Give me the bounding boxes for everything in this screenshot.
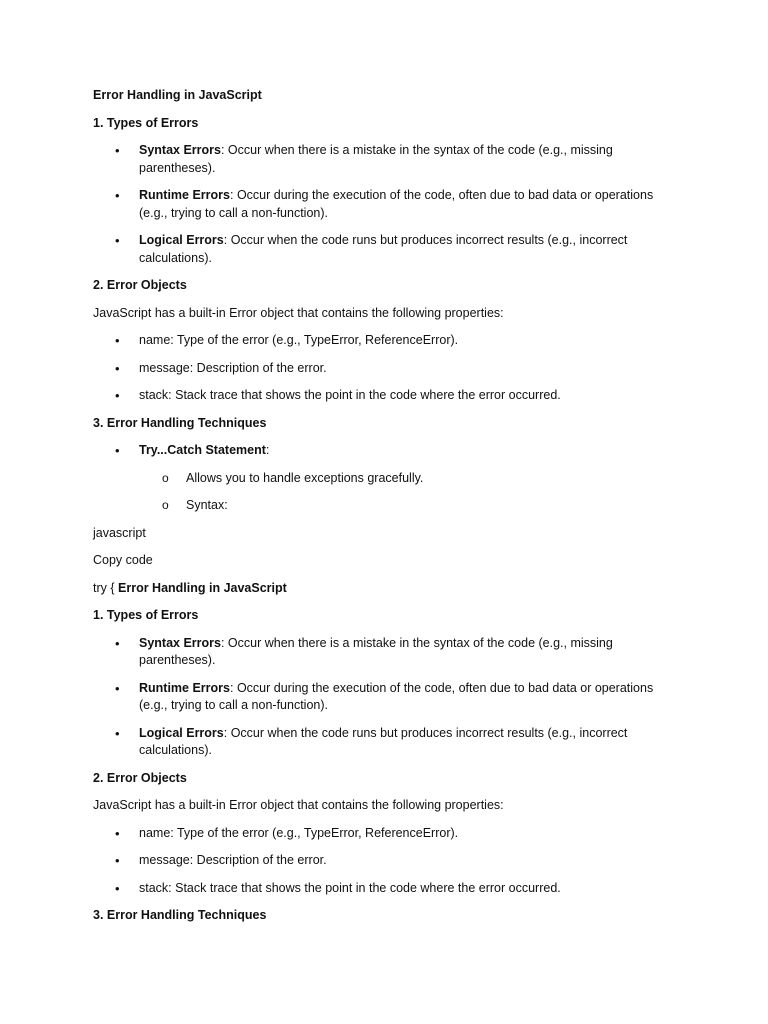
item-desc: : Occur when there is a mistake in the syntax of the code (e.g., missing parentheses). <box>139 143 613 175</box>
section-heading-techniques: 3. Error Handling Techniques <box>93 415 267 430</box>
section-heading-techniques-repeat: 3. Error Handling Techniques <box>93 908 267 922</box>
error-properties-list-repeat <box>93 825 672 898</box>
repeated-title: Error Handling in JavaScript <box>118 580 287 595</box>
section-intro-repeat: JavaScript has a built-in Error object that contains the following properties: <box>93 798 504 812</box>
item-desc: : Occur when the code runs but produces incorrect results (e.g., incorrect calculations). <box>139 725 628 757</box>
list-item <box>93 187 672 222</box>
techniques-sub-list <box>93 470 672 515</box>
item-term: Runtime Errors <box>139 680 230 695</box>
item-desc: : Occur during the execution of the code, often due to bad data or operations (e.g., trying to call a non-function). <box>139 680 654 712</box>
document-title: Error Handling in JavaScript <box>93 88 262 102</box>
list-item: • name: Type of the error (e.g., TypeError, ReferenceError). <box>93 825 672 843</box>
code-language-label: javascript <box>93 525 146 540</box>
error-types-list-repeat <box>93 635 672 760</box>
section-heading-types-repeat: 1. Types of Errors <box>93 608 199 622</box>
item-term: Syntax Errors <box>139 635 221 650</box>
sub-list-item: o Allows you to handle exceptions gracefully. <box>93 470 672 488</box>
sub-list-item: o Syntax: <box>93 497 672 515</box>
item-desc: : Occur when there is a mistake in the syntax of the code (e.g., missing parentheses). <box>139 635 613 667</box>
try-prefix: try { <box>93 580 119 595</box>
list-item <box>93 442 672 460</box>
list-item: • name: Type of the error (e.g., TypeError, ReferenceError). <box>93 332 672 350</box>
item-term: Logical Errors <box>139 233 224 247</box>
error-properties-list <box>93 332 672 405</box>
list-item <box>93 142 672 177</box>
section-heading-error-objects: 2. Error Objects <box>93 278 187 292</box>
section-intro: JavaScript has a built-in Error object that contains the following properties: <box>93 305 504 320</box>
item-term: Runtime Errors <box>139 188 230 202</box>
list-item <box>93 635 672 670</box>
list-item <box>93 725 672 760</box>
list-item: • stack: Stack trace that shows the point in the code where the error occurred. <box>93 387 672 405</box>
item-colon: : <box>265 443 270 457</box>
item-term: Logical Errors <box>139 725 224 740</box>
list-item <box>93 680 672 715</box>
item-term: Syntax Errors <box>139 143 221 157</box>
list-item: • stack: Stack trace that shows the point in the code where the error occurred. <box>93 880 672 898</box>
section-heading-error-objects-repeat: 2. Error Objects <box>93 770 187 785</box>
techniques-list <box>93 442 672 460</box>
section-heading-types: 1. Types of Errors <box>93 115 199 130</box>
item-desc: : Occur during the execution of the code, often due to bad data or operations (e.g., trying to call a non-function). <box>139 188 654 220</box>
list-item: • message: Description of the error. <box>93 360 672 378</box>
item-desc: : Occur when the code runs but produces incorrect results (e.g., incorrect calculations). <box>139 233 628 265</box>
list-item: • message: Description of the error. <box>93 852 672 870</box>
item-term: Try...Catch Statement <box>139 443 266 457</box>
try-line <box>93 580 672 598</box>
list-item <box>93 232 672 267</box>
copy-code-text: Copy code <box>93 553 153 567</box>
error-types-list <box>93 142 672 267</box>
